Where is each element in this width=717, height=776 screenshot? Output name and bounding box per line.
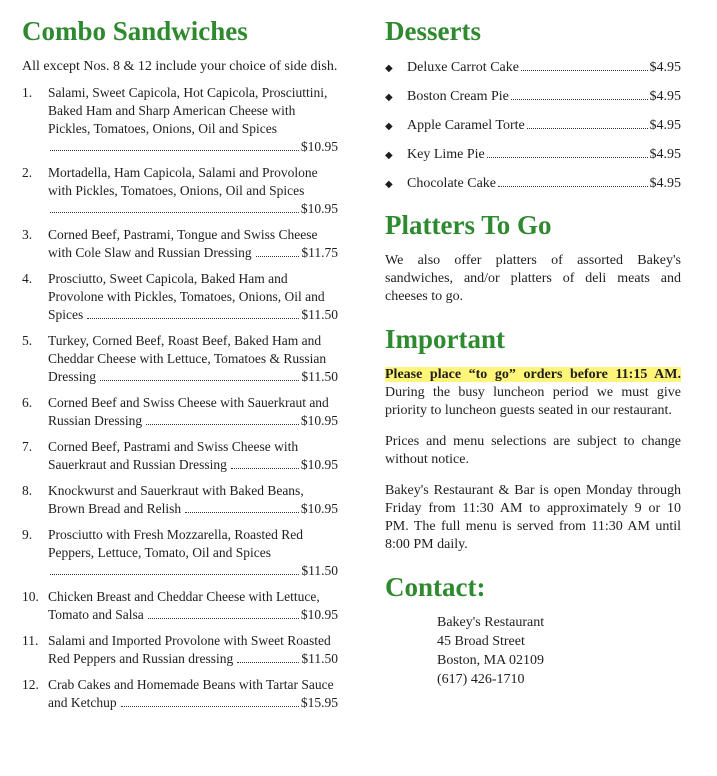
dessert-price: $4.95	[649, 60, 681, 75]
combo-item-number: 8.	[22, 483, 33, 498]
leader-dots	[148, 618, 299, 619]
desserts-title: Desserts	[385, 16, 481, 46]
dessert-price: $4.95	[649, 147, 681, 162]
combo-item-text: Turkey, Corned Beef, Roast Beef, Baked Ham and Cheddar Cheese with Lettuce, Tomatoes & Russian Dressing	[48, 333, 327, 384]
dessert-item	[385, 59, 681, 78]
combo-item	[22, 332, 338, 386]
leader-dots	[100, 380, 299, 381]
dessert-item	[385, 175, 681, 194]
combo-item-text: Chicken Breast and Cheddar Cheese with Lettuce, Tomato and Salsa	[48, 589, 320, 622]
combo-item	[22, 438, 338, 474]
leader-dots	[231, 468, 299, 469]
combo-item-number: 4.	[22, 271, 33, 286]
combo-item-number: 10.	[22, 589, 39, 604]
combo-item-price: $11.50	[301, 563, 338, 578]
leader-dots	[87, 318, 299, 319]
important-title: Important	[385, 324, 505, 354]
combo-sandwiches-section	[22, 0, 338, 720]
to-go-highlight: Please place “to go” orders before 11:15 AM.	[385, 367, 681, 382]
combo-sandwiches-title: Combo Sandwiches	[22, 16, 248, 46]
diamond-bullet-icon: ◆	[385, 179, 393, 190]
leader-dots	[256, 256, 300, 257]
combo-item	[22, 482, 338, 518]
important-notice	[385, 366, 681, 420]
dessert-price: $4.95	[649, 118, 681, 133]
dessert-price: $4.95	[649, 89, 681, 104]
diamond-bullet-icon: ◆	[385, 63, 393, 74]
combo-item	[22, 226, 338, 262]
contact-title: Contact:	[385, 572, 486, 602]
combo-item	[22, 394, 338, 430]
important-text-3: Bakey's Restaurant & Bar is open Monday through Friday from 11:30 AM to approximately 9 or 10 PM. The full menu is served from 11:30 AM until 8:00 PM daily.	[385, 483, 681, 552]
combo-item-price: $11.50	[301, 651, 338, 666]
combo-item-number: 2.	[22, 165, 33, 180]
combo-item-text: Knockwurst and Sauerkraut with Baked Beans, Brown Bread and Relish	[48, 483, 304, 516]
combo-list	[22, 84, 338, 712]
dessert-name: Key Lime Pie	[407, 147, 485, 162]
right-column	[385, 0, 681, 689]
combo-item-number: 12.	[22, 677, 39, 692]
combo-intro: All except Nos. 8 & 12 include your choice of side dish.	[22, 59, 338, 74]
dessert-item	[385, 88, 681, 107]
diamond-bullet-icon: ◆	[385, 121, 393, 132]
leader-dots	[185, 512, 299, 513]
contact-phone[interactable]: (617) 426-1710	[437, 672, 525, 687]
combo-item-number: 3.	[22, 227, 33, 242]
combo-item-text: Salami and Imported Provolone with Sweet Roasted Red Peppers and Russian dressing	[48, 633, 331, 666]
contact-city: Boston, MA 02109	[437, 653, 544, 668]
leader-dots	[511, 99, 648, 100]
combo-item-number: 7.	[22, 439, 33, 454]
desserts-list	[385, 59, 681, 194]
important-text-1: During the busy luncheon period we must give priority to luncheon guests seated in our restaurant.	[385, 385, 681, 418]
combo-item-number: 1.	[22, 85, 33, 100]
important-text-2: Prices and menu selections are subject to change without notice.	[385, 434, 681, 467]
contact-street: 45 Broad Street	[437, 634, 525, 649]
combo-item-text: Prosciutto, Sweet Capicola, Baked Ham and Provolone with Pickles, Tomatoes, Onions, Oil and Spices	[48, 271, 325, 322]
combo-item-number: 6.	[22, 395, 33, 410]
platters-title: Platters To Go	[385, 210, 552, 240]
dessert-item	[385, 117, 681, 136]
combo-item-number: 9.	[22, 527, 33, 542]
combo-item-price: $10.95	[300, 501, 338, 516]
combo-item-text: Crab Cakes and Homemade Beans with Tartar Sauce and Ketchup	[48, 677, 334, 710]
combo-item-price: $10.95	[300, 413, 338, 428]
dessert-price: $4.95	[649, 176, 681, 191]
combo-item	[22, 526, 338, 580]
platters-text: We also offer platters of assorted Bakey's sandwiches, and/or platters of deli meats and cheeses to go.	[385, 253, 681, 304]
combo-item	[22, 632, 338, 668]
combo-item	[22, 270, 338, 324]
leader-dots	[146, 424, 299, 425]
combo-item-text: Mortadella, Ham Capicola, Salami and Provolone with Pickles, Tomatoes, Onions, Oil and Spices	[48, 165, 318, 198]
leader-dots	[50, 150, 299, 151]
leader-dots	[121, 706, 299, 707]
dessert-name: Boston Cream Pie	[407, 89, 509, 104]
combo-item-price: $10.95	[300, 457, 338, 472]
diamond-bullet-icon: ◆	[385, 92, 393, 103]
combo-item	[22, 676, 338, 712]
combo-item-text: Corned Beef and Swiss Cheese with Sauerkraut and Russian Dressing	[48, 395, 329, 428]
combo-item	[22, 588, 338, 624]
leader-dots	[527, 128, 648, 129]
leader-dots	[521, 70, 648, 71]
contact-address	[437, 613, 681, 689]
diamond-bullet-icon: ◆	[385, 150, 393, 161]
dessert-name: Apple Caramel Torte	[407, 118, 525, 133]
combo-item	[22, 164, 338, 218]
leader-dots	[237, 662, 299, 663]
combo-item-text: Salami, Sweet Capicola, Hot Capicola, Prosciuttini, Baked Ham and Sharp American Cheese with Pickles, Tomatoes, Onions, Oil and Spices	[48, 85, 328, 136]
contact-name: Bakey's Restaurant	[437, 615, 545, 630]
dessert-name: Deluxe Carrot Cake	[407, 60, 519, 75]
combo-item-price: $10.95	[300, 139, 338, 154]
leader-dots	[487, 157, 648, 158]
combo-item	[22, 84, 338, 156]
leader-dots	[498, 186, 647, 187]
combo-item-price: $10.95	[300, 607, 338, 622]
combo-item-text: Corned Beef, Pastrami, Tongue and Swiss Cheese with Cole Slaw and Russian Dressing	[48, 227, 318, 260]
combo-item-price: $10.95	[300, 201, 338, 216]
combo-item-text: Corned Beef, Pastrami and Swiss Cheese with Sauerkraut and Russian Dressing	[48, 439, 299, 472]
combo-item-price: $11.50	[301, 307, 338, 322]
combo-item-price: $15.95	[300, 695, 338, 710]
combo-item-price: $11.75	[301, 245, 338, 260]
combo-item-text: Prosciutto with Fresh Mozzarella, Roasted Red Peppers, Lettuce, Tomato, Oil and Spices	[48, 527, 303, 560]
combo-item-price: $11.50	[301, 369, 338, 384]
dessert-name: Chocolate Cake	[407, 176, 497, 191]
combo-item-number: 11.	[22, 633, 39, 648]
combo-item-number: 5.	[22, 333, 33, 348]
leader-dots	[50, 212, 299, 213]
dessert-item	[385, 146, 681, 165]
leader-dots	[50, 574, 299, 575]
